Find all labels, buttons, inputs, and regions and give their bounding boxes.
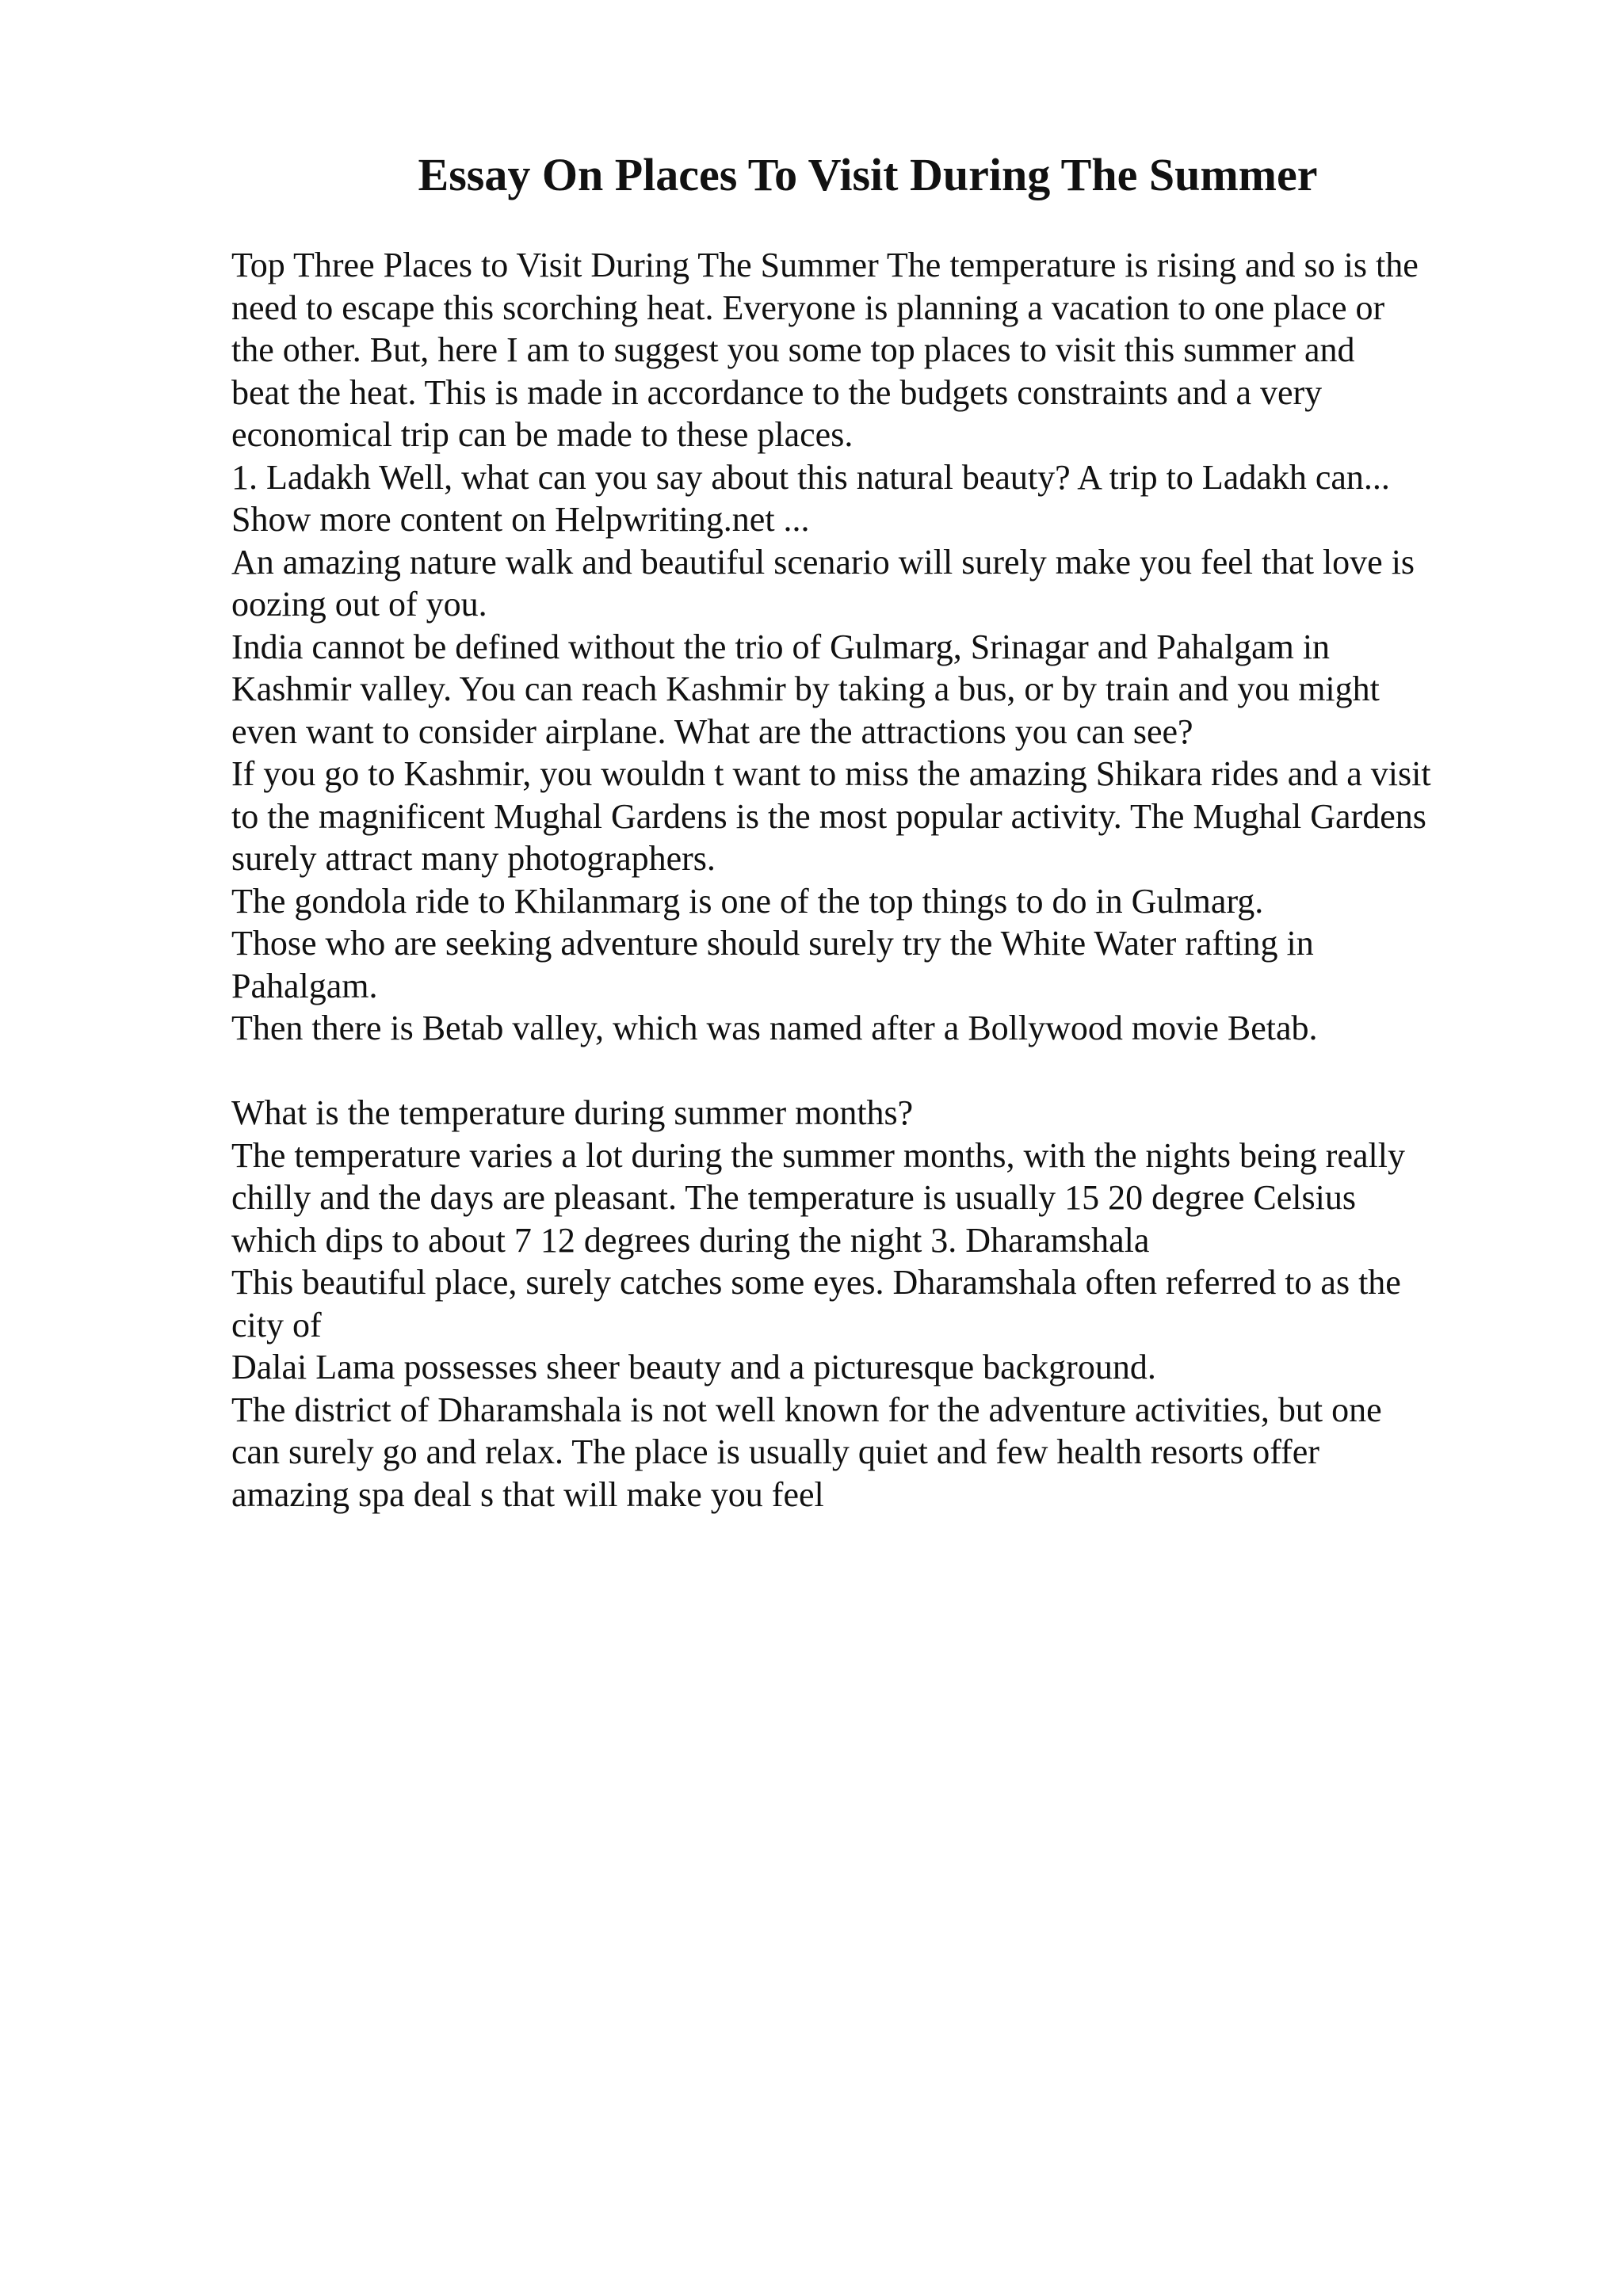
text-line-21: What is the temperature during summer months? xyxy=(231,1093,914,1132)
text-line-24: which dips to about 7 12 degrees during the night 3. Dharamshala xyxy=(231,1220,1150,1260)
text-line-13: If you go to Kashmir, you wouldn t want to miss the amazing Shikara rides and a visit xyxy=(231,754,1431,793)
text-line-11: Kashmir valley. You can reach Kashmir by taking a bus, or by train and you might xyxy=(231,669,1380,708)
text-line-12: even want to consider airplane. What are the attractions you can see? xyxy=(231,711,1193,751)
text-line-22: The temperature varies a lot during the summer months, with the nights being really xyxy=(231,1135,1405,1175)
text-line-2: need to escape this scorching heat. Everyone is planning a vacation to one place or xyxy=(231,288,1385,327)
text-line-8: An amazing nature walk and beautiful scenario will surely make you feel that love is xyxy=(231,542,1415,582)
text-line-6: 1. Ladakh Well, what can you say about this natural beauty? A trip to Ladakh can... xyxy=(231,457,1390,497)
blank-line xyxy=(231,1050,1523,1093)
text-line-25: This beautiful place, surely catches some eyes. Dharamshala often referred to as the xyxy=(231,1263,1401,1302)
text-line-26: city of xyxy=(231,1305,322,1344)
text-line-17: Those who are seeking adventure should surely try the White Water rafting in xyxy=(231,924,1314,963)
text-line-4: beat the heat. This is made in accordance to the budgets constraints and a very xyxy=(231,372,1323,412)
essay-body xyxy=(231,244,1523,1516)
text-line-30: amazing spa deal s that will make you feel xyxy=(231,1474,824,1514)
text-line-29: can surely go and relax. The place is usually quiet and few health resorts offer xyxy=(231,1432,1319,1471)
text-line-15: surely attract many photographers. xyxy=(231,839,716,878)
text-line-18: Pahalgam. xyxy=(231,966,378,1005)
text-line-1: Top Three Places to Visit During The Summer The temperature is rising and so is the xyxy=(231,246,1419,284)
text-line-23: chilly and the days are pleasant. The temperature is usually 15 20 degree Celsius xyxy=(231,1178,1356,1217)
text-line-7: Show more content on Helpwriting.net ... xyxy=(231,500,810,539)
page-title: Essay On Places To Visit During The Summer xyxy=(418,149,1318,200)
text-line-28: The district of Dharamshala is not well known for the adventure activities, but one xyxy=(231,1390,1382,1429)
text-line-5: economical trip can be made to these places. xyxy=(231,415,854,454)
text-line-19: Then there is Betab valley, which was named after a Bollywood movie Betab. xyxy=(231,1009,1318,1047)
text-line-3: the other. But, here I am to suggest you some top places to visit this summer and xyxy=(231,330,1355,369)
text-line-14: to the magnificent Mughal Gardens is the most popular activity. The Mughal Gardens xyxy=(231,796,1426,836)
text-line-16: The gondola ride to Khilanmarg is one of the top things to do in Gulmarg. xyxy=(231,881,1264,921)
text-line-9: oozing out of you. xyxy=(231,585,487,624)
text-line-10: India cannot be defined without the trio of Gulmarg, Srinagar and Pahalgam in xyxy=(231,627,1331,666)
text-line-27: Dalai Lama possesses sheer beauty and a picturesque background. xyxy=(231,1348,1156,1386)
